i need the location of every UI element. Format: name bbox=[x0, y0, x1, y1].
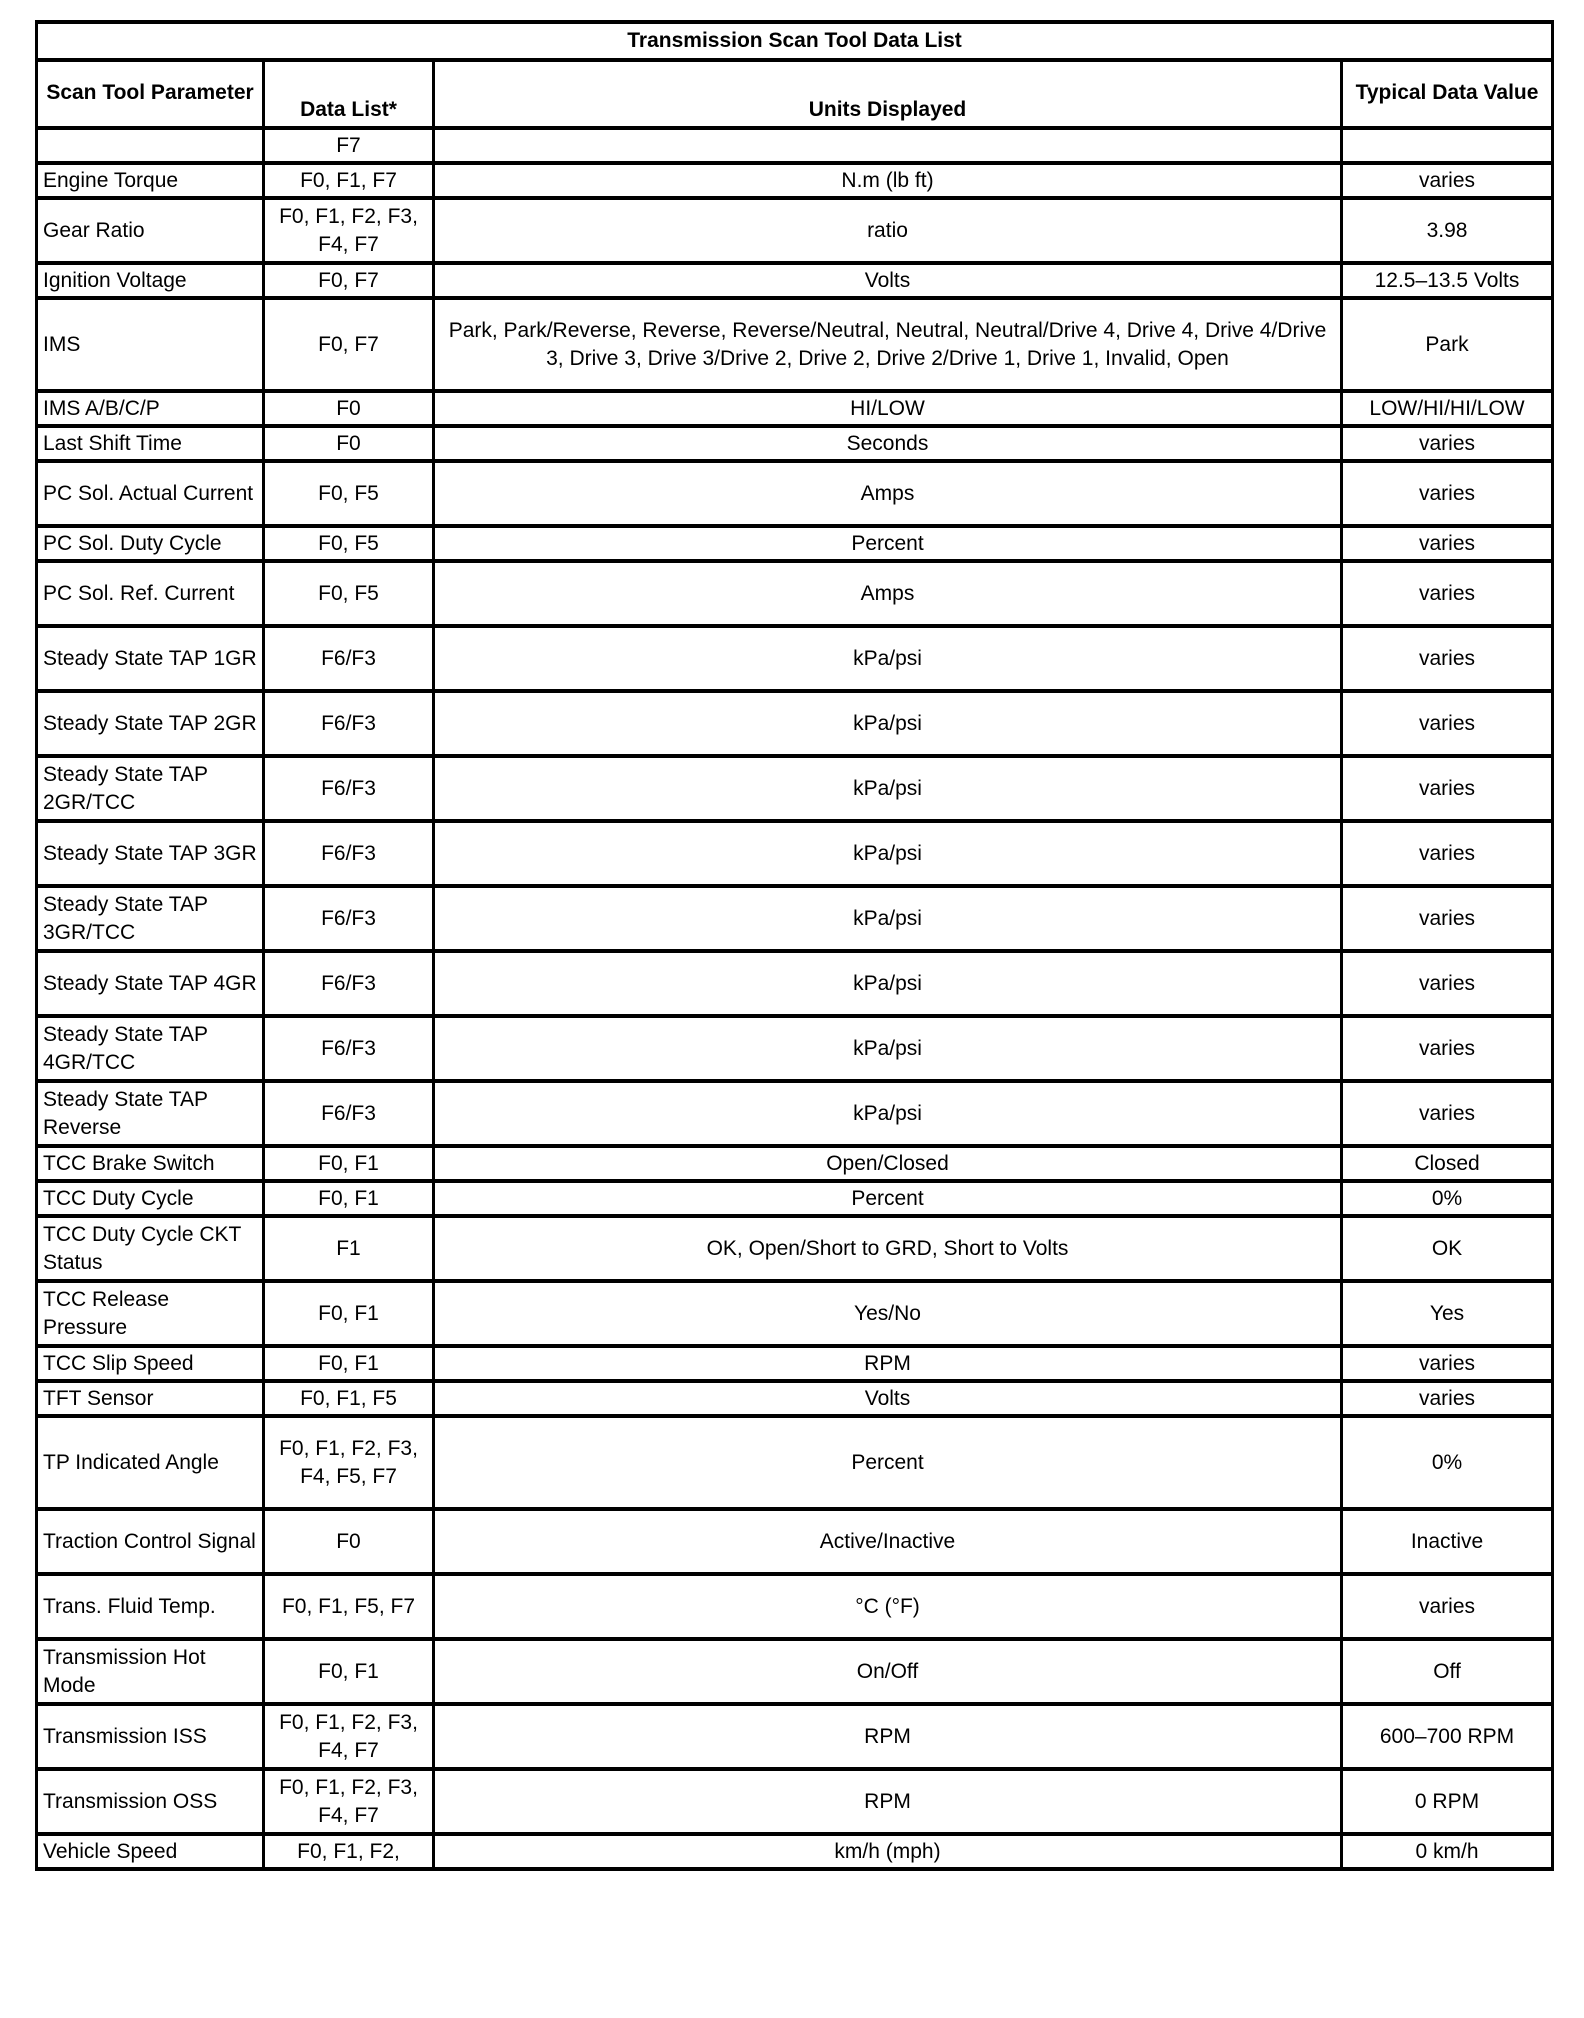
typical-value-cell: 12.5–13.5 Volts bbox=[1342, 263, 1553, 298]
data-list-cell: F1 bbox=[264, 1216, 434, 1281]
typical-value-cell: varies bbox=[1342, 1346, 1553, 1381]
table-row bbox=[37, 391, 1553, 426]
table-row bbox=[37, 1181, 1553, 1216]
data-list-cell: F0, F1, F2, F3, F4, F7 bbox=[264, 198, 434, 263]
data-list-cell: F0, F1 bbox=[264, 1346, 434, 1381]
parameter-cell: Steady State TAP 3GR bbox=[37, 821, 264, 886]
typical-value-cell: 3.98 bbox=[1342, 198, 1553, 263]
typical-value-cell: varies bbox=[1342, 561, 1553, 626]
units-cell: kPa/psi bbox=[434, 821, 1342, 886]
typical-value-cell: varies bbox=[1342, 163, 1553, 198]
data-list-cell: F0, F5 bbox=[264, 461, 434, 526]
table-row bbox=[37, 1574, 1553, 1639]
units-cell: Amps bbox=[434, 561, 1342, 626]
data-list-cell: F0, F7 bbox=[264, 298, 434, 391]
data-list-cell: F0, F1 bbox=[264, 1281, 434, 1346]
units-cell: kPa/psi bbox=[434, 886, 1342, 951]
header-data-list: Data List* bbox=[264, 60, 434, 128]
data-list-cell: F0, F1 bbox=[264, 1146, 434, 1181]
table-row bbox=[37, 1281, 1553, 1346]
parameter-cell: TP Indicated Angle bbox=[37, 1416, 264, 1509]
parameter-cell: TCC Release Pressure bbox=[37, 1281, 264, 1346]
units-cell: On/Off bbox=[434, 1639, 1342, 1704]
typical-value-cell: varies bbox=[1342, 886, 1553, 951]
units-cell: RPM bbox=[434, 1769, 1342, 1834]
table-row bbox=[37, 1346, 1553, 1381]
units-cell: kPa/psi bbox=[434, 756, 1342, 821]
typical-value-cell: varies bbox=[1342, 951, 1553, 1016]
typical-value-cell: varies bbox=[1342, 1381, 1553, 1416]
table-row bbox=[37, 1216, 1553, 1281]
units-cell: Yes/No bbox=[434, 1281, 1342, 1346]
units-cell: Volts bbox=[434, 263, 1342, 298]
table-row bbox=[37, 526, 1553, 561]
table-row bbox=[37, 1016, 1553, 1081]
table-row bbox=[37, 821, 1553, 886]
data-list-cell: F6/F3 bbox=[264, 1081, 434, 1146]
typical-value-cell: OK bbox=[1342, 1216, 1553, 1281]
scan-tool-data-table bbox=[35, 20, 1554, 1871]
data-list-cell: F6/F3 bbox=[264, 951, 434, 1016]
typical-value-cell: varies bbox=[1342, 1574, 1553, 1639]
typical-value-cell: 0 RPM bbox=[1342, 1769, 1553, 1834]
typical-value-cell: varies bbox=[1342, 626, 1553, 691]
parameter-cell: Ignition Voltage bbox=[37, 263, 264, 298]
typical-value-cell: 600–700 RPM bbox=[1342, 1704, 1553, 1769]
data-list-cell: F6/F3 bbox=[264, 886, 434, 951]
units-cell: N.m (lb ft) bbox=[434, 163, 1342, 198]
data-list-cell: F6/F3 bbox=[264, 821, 434, 886]
table-row bbox=[37, 756, 1553, 821]
data-list-cell: F6/F3 bbox=[264, 691, 434, 756]
units-cell: kPa/psi bbox=[434, 626, 1342, 691]
table-row bbox=[37, 198, 1553, 263]
typical-value-cell: varies bbox=[1342, 756, 1553, 821]
data-list-cell: F0, F1, F2, F3, F4, F7 bbox=[264, 1769, 434, 1834]
table-row bbox=[37, 263, 1553, 298]
parameter-cell: Steady State TAP 2GR/TCC bbox=[37, 756, 264, 821]
table-row bbox=[37, 298, 1553, 391]
table-row bbox=[37, 1146, 1553, 1181]
data-list-cell: F0 bbox=[264, 391, 434, 426]
typical-value-cell bbox=[1342, 128, 1553, 163]
typical-value-cell: 0% bbox=[1342, 1181, 1553, 1216]
table-row bbox=[37, 1509, 1553, 1574]
table-row bbox=[37, 1834, 1553, 1869]
table-row bbox=[37, 163, 1553, 198]
parameter-cell: TCC Brake Switch bbox=[37, 1146, 264, 1181]
table-row bbox=[37, 1381, 1553, 1416]
units-cell: kPa/psi bbox=[434, 951, 1342, 1016]
table-title: Transmission Scan Tool Data List bbox=[37, 22, 1553, 60]
data-list-cell: F0, F5 bbox=[264, 526, 434, 561]
parameter-cell: Steady State TAP 2GR bbox=[37, 691, 264, 756]
typical-value-cell: 0 km/h bbox=[1342, 1834, 1553, 1869]
table-row bbox=[37, 1704, 1553, 1769]
data-list-cell: F0, F1, F2, bbox=[264, 1834, 434, 1869]
typical-value-cell: varies bbox=[1342, 1081, 1553, 1146]
units-cell: kPa/psi bbox=[434, 1081, 1342, 1146]
units-cell: Park, Park/Reverse, Reverse, Reverse/Neutral, Neutral, Neutral/Drive 4, Drive 4, Drive 4/Drive 3, Drive 3, Drive 3/Drive 2, Drive 2, Drive 2/Drive 1, Drive 1, Invalid, Open bbox=[434, 298, 1342, 391]
parameter-cell: TCC Duty Cycle CKT Status bbox=[37, 1216, 264, 1281]
data-list-cell: F6/F3 bbox=[264, 756, 434, 821]
table-row bbox=[37, 691, 1553, 756]
typical-value-cell: varies bbox=[1342, 461, 1553, 526]
data-list-cell: F0, F1, F5, F7 bbox=[264, 1574, 434, 1639]
data-list-cell: F0 bbox=[264, 426, 434, 461]
parameter-cell: TFT Sensor bbox=[37, 1381, 264, 1416]
data-list-cell: F0 bbox=[264, 1509, 434, 1574]
data-list-cell: F0, F1, F2, F3, F4, F5, F7 bbox=[264, 1416, 434, 1509]
table-row bbox=[37, 128, 1553, 163]
parameter-cell: PC Sol. Duty Cycle bbox=[37, 526, 264, 561]
data-list-cell: F0, F7 bbox=[264, 263, 434, 298]
units-cell: km/h (mph) bbox=[434, 1834, 1342, 1869]
parameter-cell: Steady State TAP Reverse bbox=[37, 1081, 264, 1146]
header-typical-value: Typical Data Value bbox=[1342, 60, 1553, 128]
units-cell: OK, Open/Short to GRD, Short to Volts bbox=[434, 1216, 1342, 1281]
units-cell: Percent bbox=[434, 1181, 1342, 1216]
header-parameter: Scan Tool Parameter bbox=[37, 60, 264, 128]
parameter-cell: PC Sol. Ref. Current bbox=[37, 561, 264, 626]
units-cell: Volts bbox=[434, 1381, 1342, 1416]
data-list-cell: F0, F1 bbox=[264, 1181, 434, 1216]
parameter-cell: Steady State TAP 1GR bbox=[37, 626, 264, 691]
data-list-cell: F0, F5 bbox=[264, 561, 434, 626]
table-row bbox=[37, 1416, 1553, 1509]
typical-value-cell: LOW/HI/HI/LOW bbox=[1342, 391, 1553, 426]
table-row bbox=[37, 886, 1553, 951]
parameter-cell: Transmission ISS bbox=[37, 1704, 264, 1769]
data-list-cell: F6/F3 bbox=[264, 626, 434, 691]
typical-value-cell: Yes bbox=[1342, 1281, 1553, 1346]
parameter-cell: PC Sol. Actual Current bbox=[37, 461, 264, 526]
parameter-cell: IMS bbox=[37, 298, 264, 391]
table-row bbox=[37, 951, 1553, 1016]
parameter-cell: TCC Duty Cycle bbox=[37, 1181, 264, 1216]
parameter-cell: IMS A/B/C/P bbox=[37, 391, 264, 426]
typical-value-cell: Inactive bbox=[1342, 1509, 1553, 1574]
data-list-cell: F6/F3 bbox=[264, 1016, 434, 1081]
units-cell: RPM bbox=[434, 1704, 1342, 1769]
units-cell: Percent bbox=[434, 526, 1342, 561]
typical-value-cell: varies bbox=[1342, 691, 1553, 756]
typical-value-cell: Off bbox=[1342, 1639, 1553, 1704]
table-body bbox=[37, 128, 1553, 1869]
parameter-cell: Vehicle Speed bbox=[37, 1834, 264, 1869]
data-list-cell: F7 bbox=[264, 128, 434, 163]
table-row bbox=[37, 1639, 1553, 1704]
table-row bbox=[37, 561, 1553, 626]
data-list-cell: F0, F1 bbox=[264, 1639, 434, 1704]
data-list-cell: F0, F1, F5 bbox=[264, 1381, 434, 1416]
units-cell: HI/LOW bbox=[434, 391, 1342, 426]
table-row bbox=[37, 1081, 1553, 1146]
parameter-cell: Steady State TAP 4GR bbox=[37, 951, 264, 1016]
typical-value-cell: Park bbox=[1342, 298, 1553, 391]
table-row bbox=[37, 1769, 1553, 1834]
parameter-cell: Transmission Hot Mode bbox=[37, 1639, 264, 1704]
parameter-cell: Transmission OSS bbox=[37, 1769, 264, 1834]
units-cell: Open/Closed bbox=[434, 1146, 1342, 1181]
parameter-cell: TCC Slip Speed bbox=[37, 1346, 264, 1381]
units-cell: Amps bbox=[434, 461, 1342, 526]
parameter-cell: Trans. Fluid Temp. bbox=[37, 1574, 264, 1639]
units-cell bbox=[434, 128, 1342, 163]
units-cell: kPa/psi bbox=[434, 691, 1342, 756]
table-row bbox=[37, 426, 1553, 461]
table-row bbox=[37, 626, 1553, 691]
units-cell: Active/Inactive bbox=[434, 1509, 1342, 1574]
typical-value-cell: Closed bbox=[1342, 1146, 1553, 1181]
units-cell: Seconds bbox=[434, 426, 1342, 461]
units-cell: kPa/psi bbox=[434, 1016, 1342, 1081]
typical-value-cell: varies bbox=[1342, 1016, 1553, 1081]
units-cell: RPM bbox=[434, 1346, 1342, 1381]
parameter-cell: Last Shift Time bbox=[37, 426, 264, 461]
parameter-cell: Gear Ratio bbox=[37, 198, 264, 263]
header-units: Units Displayed bbox=[434, 60, 1342, 128]
typical-value-cell: varies bbox=[1342, 426, 1553, 461]
units-cell: ratio bbox=[434, 198, 1342, 263]
parameter-cell: Steady State TAP 4GR/TCC bbox=[37, 1016, 264, 1081]
parameter-cell bbox=[37, 128, 264, 163]
units-cell: Percent bbox=[434, 1416, 1342, 1509]
typical-value-cell: varies bbox=[1342, 526, 1553, 561]
typical-value-cell: varies bbox=[1342, 821, 1553, 886]
parameter-cell: Steady State TAP 3GR/TCC bbox=[37, 886, 264, 951]
typical-value-cell: 0% bbox=[1342, 1416, 1553, 1509]
parameter-cell: Traction Control Signal bbox=[37, 1509, 264, 1574]
data-list-cell: F0, F1, F7 bbox=[264, 163, 434, 198]
table-row bbox=[37, 461, 1553, 526]
data-list-cell: F0, F1, F2, F3, F4, F7 bbox=[264, 1704, 434, 1769]
parameter-cell: Engine Torque bbox=[37, 163, 264, 198]
units-cell: °C (°F) bbox=[434, 1574, 1342, 1639]
